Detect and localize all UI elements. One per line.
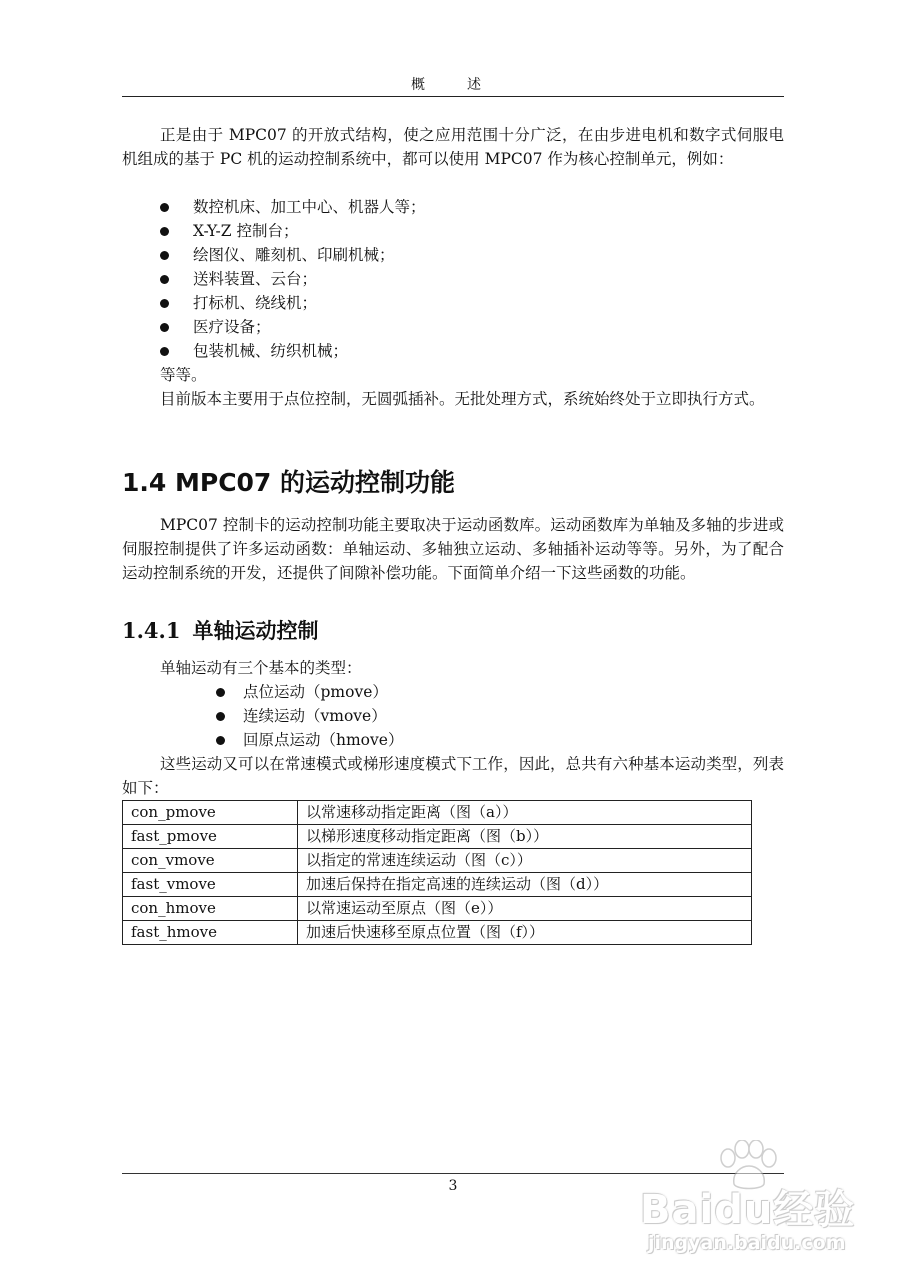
list-item: 数控机床、加工中心、机器人等； [160,195,760,219]
subsection-number: 1.4.1 [122,618,181,643]
subsection-paragraph: 这些运动又可以在常速模式或梯形速度模式下工作，因此，总共有六种基本运动类型，列表如下： [122,755,784,797]
motion-function-table [122,800,752,945]
table-row [123,849,752,873]
watermark-brand: Baidu经验 [640,1187,856,1233]
application-list [160,195,760,363]
function-name-cell: con_hmove [123,897,298,921]
function-desc-cell: 加速后快速移至原点位置（图（f）） [298,921,752,945]
function-name-cell: fast_hmove [123,921,298,945]
list-item: 回原点运动（hmove） [216,728,816,752]
bullet-icon [160,299,169,308]
list-item: 点位运动（pmove） [216,680,816,704]
table-row [123,897,752,921]
intro-tail [122,363,784,411]
section-heading: 1.4 MPC07 的运动控制功能 [122,468,456,497]
list-item: 包装机械、纺织机械； [160,339,760,363]
function-desc-cell: 以常速移动指定距离（图（a）） [298,801,752,825]
bullet-icon [160,323,169,332]
bullet-icon [160,203,169,212]
list-item: 医疗设备； [160,315,760,339]
bullet-icon [160,275,169,284]
function-name-cell: fast_pmove [123,825,298,849]
mode-note: 目前版本主要用于点位控制，无圆弧插补。无批处理方式，系统始终处于立即执行方式。 [160,390,765,408]
baidu-watermark [640,1140,890,1270]
function-name-cell: con_pmove [123,801,298,825]
list-item: 绘图仪、雕刻机、印刷机械； [160,243,760,267]
table-row [123,825,752,849]
list-item: 送料装置、云台； [160,267,760,291]
list-item: X-Y-Z 控制台； [160,219,760,243]
intro-block [122,123,784,171]
function-desc-cell: 以梯形速度移动指定距离（图（b）） [298,825,752,849]
bullet-icon [160,347,169,356]
motion-type-list [216,680,816,752]
bullet-icon [160,251,169,260]
section-body [122,513,784,585]
header-rule [122,96,784,97]
subsection-title: 单轴运动控制 [192,618,319,643]
table-row [123,801,752,825]
list-item: 打标机、绕线机； [160,291,760,315]
page-number: 3 [448,1178,458,1194]
function-name-cell: fast_vmove [123,873,298,897]
list-item: 连续运动（vmove） [216,704,816,728]
function-desc-cell: 以指定的常速连续运动（图（c）） [298,849,752,873]
section-paragraph: MPC07 控制卡的运动控制功能主要取决于运动函数库。运动函数库为单轴及多轴的步进或伺服控制提供了许多运动函数：单轴运动、多轴独立运动、多轴插补运动等等。另外，为了配合运动控制系统的开发，还提供了间隙补偿功能。下面简单介绍一下这些函数的功能。 [122,516,784,582]
subsection-lead-block [122,656,784,680]
function-desc-cell: 加速后保持在指定高速的连续运动（图（d）） [298,873,752,897]
bullet-icon [216,688,225,697]
function-name-cell: con_vmove [123,849,298,873]
subsection-lead: 单轴运动有三个基本的类型： [160,659,362,677]
subsection-body [122,752,784,800]
table-row [123,873,752,897]
running-header: 概 述 [411,77,495,93]
intro-paragraph: 正是由于 MPC07 的开放式结构，使之应用范围十分广泛，在由步进电机和数字式伺服电机组成的基于 PC 机的运动控制系统中，都可以使用 MPC07 作为核心控制单元，例如： [122,126,784,168]
bullet-icon [216,736,225,745]
function-desc-cell: 以常速运动至原点（图（e）） [298,897,752,921]
watermark-url: jingyan.baidu.com [648,1232,846,1254]
table-row [123,921,752,945]
subsection-heading [122,615,318,647]
bullet-icon [160,227,169,236]
bullet-icon [216,712,225,721]
etc-text: 等等。 [160,366,207,384]
